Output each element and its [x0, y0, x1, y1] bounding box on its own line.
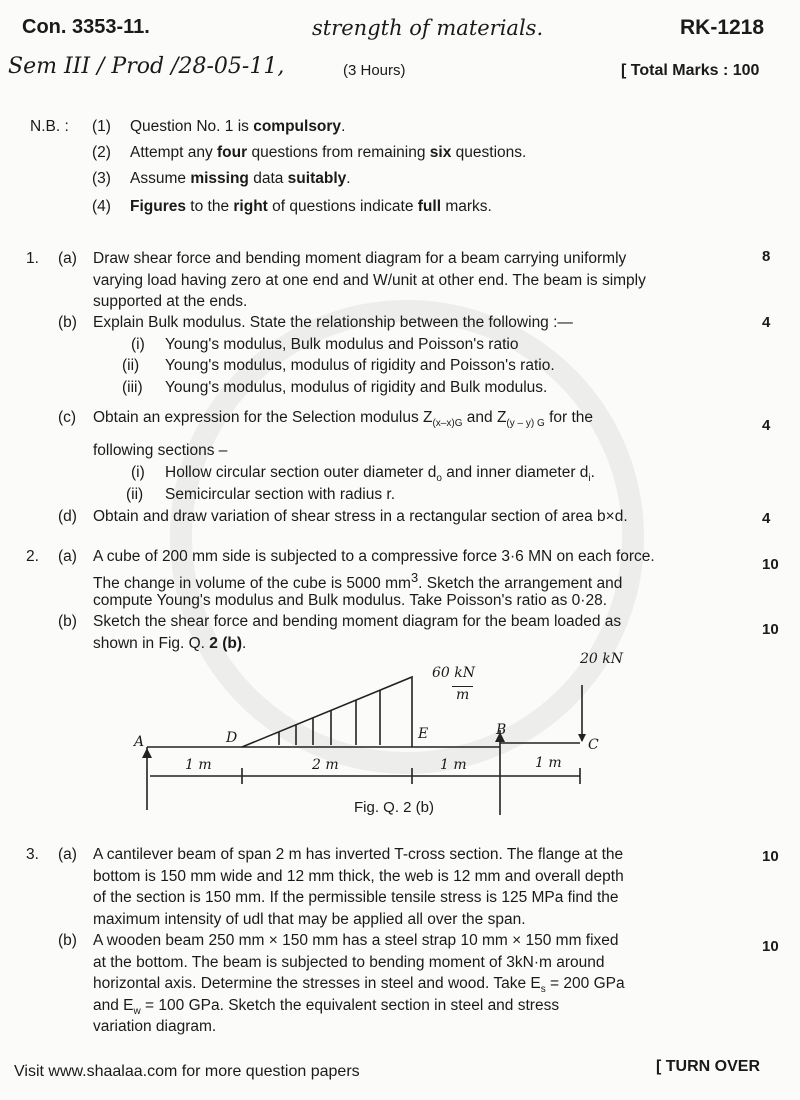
subquestion-label: (b) [58, 932, 77, 949]
question-text-part: Sketch the shear force and bending moment diagram for the beam loaded as [93, 613, 622, 630]
udl-arrows [279, 690, 380, 745]
subpart-text-part: . [590, 464, 595, 481]
subpart-text-part: i [588, 473, 591, 485]
question-text [93, 997, 559, 1017]
question-text-part: = 100 GPa. Sketch the equivalent section in steel and stress [140, 997, 560, 1014]
marks: 4 [762, 314, 771, 331]
nb-item [130, 144, 526, 162]
question-text-part: A cantilever beam of span 2 m has inverted T-cross section. The flange at the [93, 846, 624, 863]
nb-item-part: Attempt any [130, 144, 218, 161]
nb-item-part: . [346, 170, 351, 187]
question-text-part: bottom is 150 mm wide and 12 mm thick, the web is 12 mm and overall depth [93, 867, 624, 885]
question-text-part: 2 (b) [209, 635, 243, 652]
question-text-part: for the [544, 409, 594, 426]
question-text-part: Z [496, 409, 507, 426]
question-text-part: Z [423, 409, 433, 426]
nb-number: (3) [92, 170, 111, 187]
nb-item-part: suitably [287, 170, 347, 187]
nb-item-part: . [341, 118, 346, 135]
question-text [93, 911, 526, 929]
question-text-part: and E [93, 997, 134, 1014]
subpart-text [165, 486, 395, 504]
question-text [93, 954, 605, 972]
question-text [93, 409, 593, 429]
subpart-text-part: Young's modulus, modulus of rigidity and Poisson's ratio. [165, 357, 555, 374]
subject-handwritten: strength of materials. [312, 16, 544, 40]
nb-item-part: questions. [451, 144, 527, 161]
question-text-part: w [133, 1006, 141, 1018]
marks: 10 [762, 621, 779, 638]
subpart-text-part: Semicircular section with radius r. [165, 486, 395, 503]
footer-link[interactable]: Visit www.shaalaa.com for more question papers [14, 1063, 360, 1080]
marks: 4 [762, 417, 771, 434]
subquestion-label: (a) [58, 250, 77, 267]
question-text-part: Obtain and draw variation of shear stress in a rectangular section of area b×d. [93, 508, 628, 525]
point-load-head [578, 734, 586, 742]
question-text-part: horizontal axis. Determine the stresses in steel and wood. Take E [93, 975, 541, 992]
turn-over: [ TURN OVER [656, 1058, 760, 1075]
subpart-number: (ii) [122, 357, 140, 374]
subpart-number: (ii) [126, 486, 144, 503]
subquestion-label: (a) [58, 846, 77, 863]
udl-unit: m [452, 686, 473, 703]
question-text [93, 868, 624, 886]
subpart-number: (iii) [122, 379, 143, 396]
question-text [93, 932, 619, 950]
subquestion-label: (b) [58, 314, 77, 331]
nb-item-part: of questions indicate [267, 198, 418, 215]
nb-item-part: questions from remaining [247, 144, 430, 161]
nb-item-part: full [417, 198, 442, 215]
subpart-text-part: o [436, 473, 442, 485]
question-text [93, 314, 573, 332]
udl-triangle [242, 677, 412, 747]
question-text [93, 548, 655, 566]
question-text [93, 975, 625, 995]
nb-item-part: marks. [441, 198, 492, 215]
nb-item-part: six [429, 144, 452, 161]
subpart-number: (i) [131, 464, 145, 481]
semester-handwritten: Sem III / Prod /28-05-11, [8, 54, 285, 79]
udl-label: 60 kN [432, 665, 475, 681]
question-text-part: The change in volume of the cube is 5000 mm [93, 575, 411, 593]
question-text [93, 272, 646, 290]
question-text-part: . Sketch the arrangement and [418, 575, 623, 593]
subpart-text-part: Young's modulus, modulus of rigidity and Bulk modulus. [165, 379, 548, 396]
question-text [93, 635, 246, 653]
question-number: 2. [26, 548, 39, 565]
nb-item [130, 198, 492, 216]
figure-caption: Fig. Q. 2 (b) [354, 799, 435, 816]
point-b: B [496, 722, 507, 738]
nb-item [130, 118, 345, 136]
question-text-part: of the section is 150 mm. If the permissible tensile stress is 125 MPa find the [93, 889, 619, 906]
marks: 10 [762, 938, 779, 955]
nb-item-part: four [217, 144, 248, 161]
question-text [93, 570, 622, 593]
nb-item-part: Figures [130, 198, 186, 215]
question-text-part: shown in Fig. Q. [93, 635, 210, 652]
nb-item-part: data [248, 170, 288, 187]
question-text-part: A wooden beam 250 mm × 150 mm has a steel strap 10 mm × 150 mm fixed [93, 932, 619, 949]
paper-id: RK-1218 [680, 16, 765, 39]
question-text [93, 1018, 216, 1036]
question-text-part: A cube of 200 mm side is subjected to a compressive force 3·6 MN on each force. [93, 548, 655, 565]
nb-number: (4) [92, 198, 111, 215]
question-text-part: = 200 GPa [545, 975, 625, 992]
point-c: C [588, 737, 599, 753]
span-bc: 1 m [535, 755, 562, 771]
nb-number: (1) [92, 118, 111, 135]
subquestion-label: (b) [58, 613, 77, 630]
question-number: 1. [26, 250, 39, 267]
subpart-number: (i) [131, 336, 145, 353]
question-text-part: s [540, 984, 546, 996]
subpart-text-part: and inner diameter d [441, 464, 589, 481]
question-text-part: following sections – [93, 442, 228, 459]
subpart-text [165, 464, 595, 484]
question-text-part: maximum intensity of udl that may be applied all over the span. [93, 910, 526, 928]
nb-item-part: compulsory [253, 118, 342, 135]
nb-label: N.B. : [30, 118, 69, 135]
question-number: 3. [26, 846, 39, 863]
question-text-part: supported at the ends. [93, 293, 248, 310]
subpart-text [165, 336, 518, 354]
question-text [93, 442, 227, 460]
point-load-label: 20 kN [580, 651, 623, 667]
question-text [93, 293, 247, 311]
nb-item-part: to the [185, 198, 234, 215]
subpart-text [165, 379, 547, 397]
question-text-part: at the bottom. The beam is subjected to bending moment of 3kN·m around [93, 954, 605, 971]
point-d: D [226, 730, 238, 746]
marks: 10 [762, 556, 779, 573]
question-text-part: (y – y) G [506, 418, 545, 430]
question-text [93, 889, 619, 907]
question-text [93, 613, 621, 631]
duration: (3 Hours) [343, 62, 406, 79]
subquestion-label: (a) [58, 548, 77, 565]
question-text [93, 846, 623, 864]
marks: 8 [762, 248, 771, 265]
point-a: A [134, 734, 145, 750]
span-eb: 1 m [440, 757, 467, 773]
subpart-text-part: Hollow circular section outer diameter d [165, 464, 437, 481]
span-de: 2 m [312, 757, 339, 773]
question-text [93, 592, 607, 610]
question-text [93, 250, 626, 268]
question-text-part: Obtain an expression for the Selection modulus [93, 409, 423, 426]
subpart-text [165, 357, 555, 375]
question-text-part: Explain Bulk modulus. State the relationship between the following :— [93, 314, 573, 331]
marks: 4 [762, 510, 771, 527]
nb-item-part: right [233, 198, 268, 215]
question-text-part: . [242, 635, 247, 652]
question-text-part: Draw shear force and bending moment diagram for a beam carrying uniformly [93, 250, 627, 267]
subpart-text-part: Young's modulus, Bulk modulus and Poisson's ratio [165, 336, 519, 353]
subquestion-label: (d) [58, 508, 77, 525]
nb-item [130, 170, 351, 188]
nb-item-part: Assume [130, 170, 191, 187]
question-text-part: varying load having zero at one end and W/unit at other end. The beam is simply [93, 271, 646, 289]
point-e: E [418, 726, 429, 742]
question-text-part: and [462, 409, 497, 426]
paper-code: Con. 3353-11. [22, 16, 150, 38]
question-text-part: 3 [410, 570, 419, 585]
question-text [93, 508, 628, 526]
total-marks: [ Total Marks : 100 [621, 62, 760, 79]
nb-number: (2) [92, 144, 111, 161]
marks: 10 [762, 848, 779, 865]
span-ad: 1 m [185, 757, 212, 773]
nb-item-part: missing [190, 170, 249, 187]
question-text-part: compute Young's modulus and Bulk modulus. Take Poisson's ratio as 0·28. [93, 592, 607, 609]
question-text-part: (x–x)G [432, 418, 463, 430]
nb-item-part: Question No. 1 is [130, 118, 254, 135]
question-text-part: variation diagram. [93, 1018, 217, 1035]
subquestion-label: (c) [58, 409, 77, 426]
